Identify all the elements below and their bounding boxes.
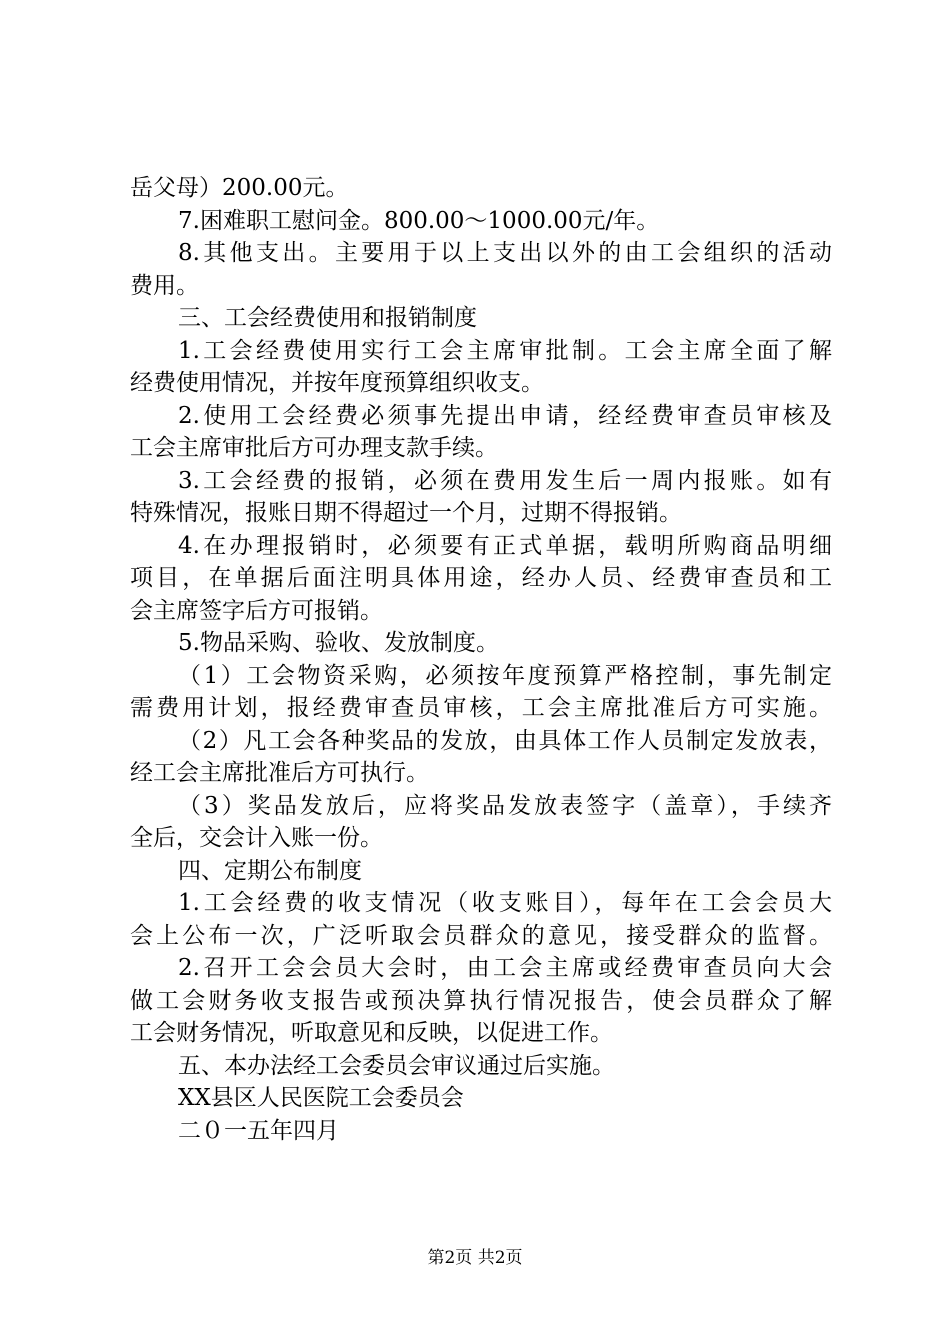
text-line: 岳父母）200.00元。 — [130, 175, 349, 201]
page-footer — [0, 1243, 950, 1268]
text-line: 二０一五年四月 — [178, 1117, 339, 1144]
text-line: 需费用计划，报经费审查员审核，工会主席批准后方可实施。 — [130, 695, 832, 721]
text-line: 特殊情况，报账日期不得超过一个月，过期不得报销。 — [130, 500, 682, 526]
text-line: 经费使用情况，并按年度预算组织收支。 — [130, 370, 544, 396]
text-line: 做工会财务收支报告或预决算执行情况报告，使会员群众了解 — [130, 987, 832, 1014]
text-line: 2.召开工会会员大会时，由工会主席或经费审查员向大会 — [178, 955, 832, 981]
text-line: 费用。 — [130, 272, 199, 299]
text-line: 会上公布一次，广泛听取会员群众的意见，接受群众的监督。 — [130, 922, 832, 949]
text-line: 1.工会经费使用实行工会主席审批制。工会主席全面了解 — [178, 337, 832, 364]
text-line: XX县区人民医院工会委员会 — [178, 1085, 464, 1111]
page-number: 第2页 共2页 — [427, 1248, 523, 1268]
text-line: 经工会主席批准后方可执行。 — [130, 760, 429, 786]
text-line: 工会财务情况，听取意见和反映，以促进工作。 — [130, 1020, 613, 1046]
text-line: （1）工会物资采购，必须按年度预算严格控制，事先制定 — [178, 662, 832, 689]
text-line: （3）奖品发放后，应将奖品发放表签字（盖章），手续齐 — [178, 792, 832, 819]
text-line: 7.困难职工慰问金。800.00～1000.00元/年。 — [178, 207, 660, 234]
text-line: 五、本办法经工会委员会审议通过后实施。 — [178, 1052, 615, 1079]
text-line: 全后，交会计入账一份。 — [130, 825, 383, 851]
text-line: 项目，在单据后面注明具体用途，经办人员、经费审查员和工 — [130, 565, 832, 591]
text-line: 工会主席审批后方可办理支款手续。 — [130, 435, 498, 461]
text-line: 5.物品采购、验收、发放制度。 — [178, 630, 499, 656]
text-line: （2）凡工会各种奖品的发放，由具体工作人员制定发放表， — [178, 727, 832, 754]
text-line: 会主席签字后方可报销。 — [130, 597, 383, 624]
text-line: 8.其他支出。主要用于以上支出以外的由工会组织的活动 — [178, 240, 832, 266]
text-line: 三、工会经费使用和报销制度 — [178, 305, 477, 331]
text-line: 3.工会经费的报销，必须在费用发生后一周内报账。如有 — [178, 467, 832, 494]
document-body — [130, 172, 832, 1147]
text-line: 1.工会经费的收支情况（收支账目），每年在工会会员大 — [178, 890, 832, 916]
text-line: 2.使用工会经费必须事先提出申请，经经费审查员审核及 — [178, 402, 832, 429]
text-line: 四、定期公布制度 — [178, 857, 362, 884]
text-line: 4.在办理报销时，必须要有正式单据，载明所购商品明细 — [178, 532, 832, 559]
